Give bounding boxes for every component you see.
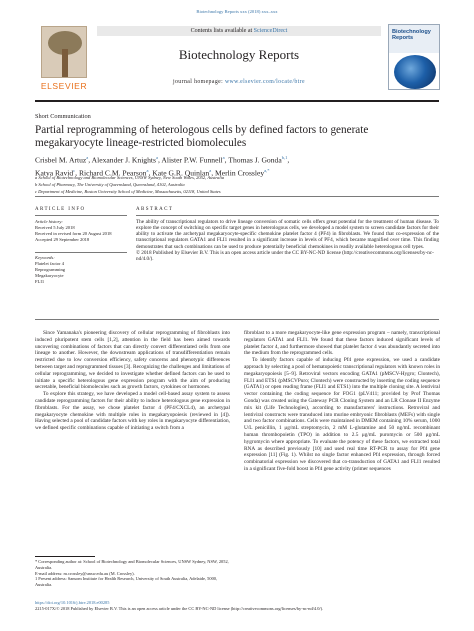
doi-link[interactable]: https://doi.org/10.1016/j.btre.2018.e00285 — [35, 600, 110, 605]
abstract-copyright[interactable]: © 2018 Published by Elsevier B.V. This is an open access article under the CC BY-NC-ND license (http://creativecommons.org/licenses/by-nc-nd/4.0/). — [136, 249, 434, 263]
affiliation-c: c Department of Medicine, Boston University School of Medicine, Massachusetts, 02118, United States — [35, 189, 221, 194]
affiliation-a: a School of Biotechnology and Biomolecular Sciences, UNSW Sydney, New South Wales, 2052, Australia — [35, 175, 225, 180]
affiliation-marker[interactable]: c — [73, 167, 76, 173]
email-note[interactable]: E-mail address: m.crossley@unsw.edu.au (M. Crossley). — [35, 570, 135, 576]
affiliation-marker[interactable]: a — [222, 155, 225, 160]
sciencedirect-link[interactable]: ScienceDirect — [253, 28, 288, 34]
keywords-label: Keywords: — [35, 255, 55, 260]
contents-band — [97, 26, 381, 36]
keyword: Reprogramming — [35, 267, 66, 272]
contents-prefix: Contents lists available at — [190, 28, 254, 34]
keyword: Platelet factor 4 — [35, 261, 65, 266]
author-separator: , — [287, 155, 290, 165]
author-name[interactable]: , Kate G.R. Quinlan — [148, 168, 210, 178]
footnotes — [35, 559, 230, 588]
journal-title: Biotechnology Reports — [178, 47, 300, 62]
affiliation-marker[interactable]: b,1 — [281, 155, 288, 160]
history-received: Received 5 July 2018 — [35, 224, 75, 230]
homepage-prefix: journal homepage: — [173, 79, 225, 85]
present-address-note: 1 Present address: Sansom Institute for Health Research, University of South Australia, Adelaide, 5000, Australia. — [35, 576, 218, 588]
article-info-heading: ARTICLE INFO — [35, 207, 86, 212]
header-divider — [35, 196, 439, 197]
homepage-link[interactable]: www.elsevier.com/locate/btre — [224, 79, 305, 85]
author-name[interactable]: , Alexander J. Knights — [88, 155, 156, 165]
affiliations — [35, 174, 439, 195]
body-column-right — [244, 330, 440, 473]
affiliation-marker[interactable]: a — [86, 155, 89, 160]
abstract-divider — [35, 319, 439, 320]
history-accepted: Accepted 29 September 2018 — [35, 236, 90, 242]
body-paragraph: To identify factors capable of inducing Pf4 gene expression, we used a candidate approach by selecting a pool of hematopoietic transcriptional regulators with known roles in megakaryopoiesis [5–9]. Retroviral vectors encoding GATA1 (pMSCV-Hygro; Clontech), FLI1 and ETS1 (pMSCVPuro; Clontech) were constructed by inserting the coding sequence (GATA1) or open reading frame (FLI1 and ETS1) into the multiple cloning site. A lentiviral vector containing the coding sequence for FOG1 (pLV411; provided by Prof Thomas Gonda) was created using the Gateway PCR Cloning System and an LR Clonase II Enzyme mix kit (Life Technologies), according to manufacturers' instructions. Retroviral and lentiviral constructs were transduced into murine embryonic fibroblasts (MEFs) with single and two factor combinations. Cells were maintained in DMEM containing 10% serum, 1000 U/L penicillin, 1 μg/mL streptomycin, 2 mM L-glutamine and 50 ng/mL recombinant human thrombopoietin (TPO) in addition to 2.5 μg/mL puromycin or 500 μg/mL hygromycin where appropriate. To evaluate the potency of these factors, we extracted total RNA as described previously [10] and used real time RT-PCR to assay for Pf4 gene expression [11] (Fig. 1). Whilst no single factor enhanced Pf4 expression, through forced combinatorial expression we discovered that co-transduction of GATA1 and FLI1 resulted in a significant five-fold boost in Pf4 gene activity (primer sequences — [244, 357, 440, 472]
cover-image-icon — [394, 55, 436, 89]
article-title: Partial reprogramming of heterologous cells by defined factors to generate megakaryocyte lineage-restricted biomolecules — [35, 124, 369, 149]
footnote-divider — [35, 556, 95, 557]
body-paragraph: fibroblast to a more megakaryocyte-like gene expression program – namely, transcriptional regulators GATA1 and FLI1. We found that these factors induced significant levels of platelet factor 4, and furthermore showed that platelet factor 4 was abundantly secreted into the medium from the reprogrammed cells. — [244, 330, 440, 357]
author-name[interactable]: , Alister P.W. Funnell — [157, 155, 223, 165]
corresponding-author-note: * Corresponding author at: School of Biotechnology and Biomolecular Sciences, UNSW Sydney, NSW, 2052, Australia. — [35, 559, 229, 570]
author-name[interactable]: Katya Ravid — [35, 168, 74, 178]
journal-homepage — [97, 79, 381, 85]
body-paragraph: To explore this strategy, we have developed a model cell-based assay system to assess candidate reprogramming factors for their ability to induce heterologous gene expression in fibroblasts. For the assay, we chose platelet factor 4 (PF4/CXCL4), an archetypal megakaryocyte chemokine with multiple roles in megakaryopoiesis (reviewed in [4]). Having selected a pool of candidate factors with key roles in megakaryocyte differentiation, we defined specific combinations capable of initiating a switch from a — [35, 391, 230, 432]
license-line[interactable]: 2215-017X/© 2018 Published by Elsevier B.V. This is an open access article under the CC BY-NC-ND license (http://creativecommons.org/licenses/by-nc-nd/4.0/). — [35, 605, 324, 611]
masthead-divider — [35, 100, 439, 102]
author-name[interactable]: , Richard C.M. Pearson — [75, 168, 147, 178]
elsevier-logo[interactable] — [35, 26, 93, 92]
tree-logo-icon — [41, 26, 87, 78]
affiliation-marker[interactable]: a — [146, 167, 149, 173]
abstract-panel — [136, 207, 439, 263]
affiliation-marker[interactable]: a — [155, 155, 158, 160]
keyword: FLI1 — [35, 279, 45, 284]
author-name[interactable]: , Thomas J. Gonda — [224, 155, 282, 165]
article-info-panel — [35, 207, 127, 285]
affiliation-marker[interactable]: a,* — [264, 167, 270, 173]
author-name[interactable]: , Merlin Crossley — [211, 168, 265, 178]
history-revised: Received in revised form 20 August 2018 — [35, 230, 112, 236]
abstract-heading: ABSTRACT — [136, 207, 174, 212]
author-name[interactable]: Crisbel M. Artuz — [35, 155, 87, 165]
keyword: Megakaryocyte — [35, 273, 64, 278]
history-label: Article history: — [35, 218, 63, 224]
publisher-logo-text: ELSEVIER — [40, 81, 88, 91]
running-header: Biotechnology Reports xxx (2018) xxx–xxx — [196, 9, 278, 14]
abstract-text: The ability of transcriptional regulators to drive lineage conversion of somatic cells offers great potential for the treatment of human disease. To explore the concept of switching on specific target genes in heterologous cells, we developed a model system to screen candidate factors for their ability to activate the archetypal megakaryocyte-specific chemokine platelet factor 4 (PF4) in fibroblasts. We found that co-expression of the transcriptional regulators GATA1 and FLI1 resulted in a significant increase in levels of PF4, which became magnified over time. This finding demonstrates that such combinations can be used to produce potentially beneficial chemokines in readily available heterologous cell types. — [136, 218, 439, 250]
affiliation-b: b School of Pharmacy, The University of Queensland, Queensland, 4102, Australia — [35, 182, 185, 187]
affiliation-marker[interactable]: a — [209, 167, 212, 173]
section-type: Short Communication — [35, 113, 91, 120]
cover-title: Biotechnology Reports — [392, 29, 431, 41]
journal-cover-thumbnail[interactable] — [388, 24, 440, 90]
body-paragraph: Since Yamanaka's pioneering discovery of cellular reprogramming of fibroblasts into induced pluripotent stem cells [1,2], attention in the field has been aimed towards uncovering combinations of factors that can directly convert differentiated cells from one lineage to another. However, the downstream applications of transdifferentiation remain restricted due to low conversion efficiency, safety concerns and phenotypic differences between target and reprogrammed tissues [3]. Recognizing the challenges and limitations of cellular reprogramming, we decided to investigate whether defined factors can be used to initiate a specific heterologous gene expression program with the aim of producing secretable, beneficial biomolecules such as growth factors, cytokines or hormones. — [35, 330, 230, 391]
body-column-left — [35, 330, 230, 432]
publication-info — [35, 600, 445, 611]
